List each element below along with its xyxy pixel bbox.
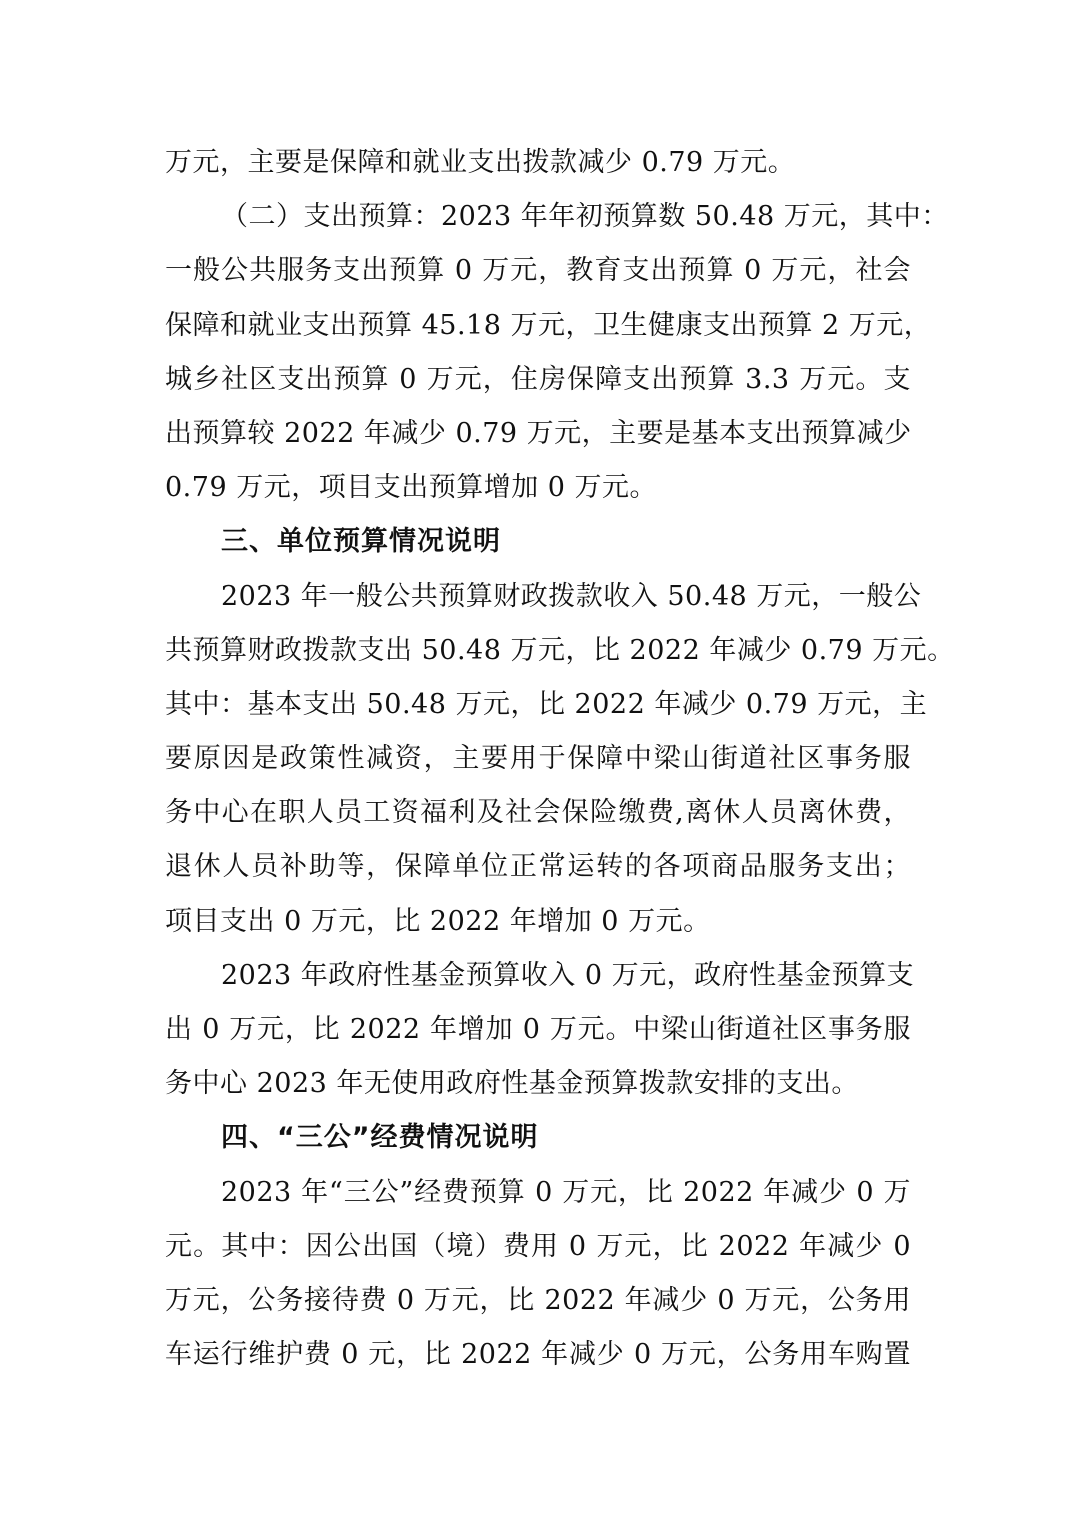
- body-text-line: 保障和就业支出预算 45.18 万元，卫生健康支出预算 2 万元，: [165, 309, 932, 341]
- body-text-line: 退休人员补助等，保障单位正常运转的各项商品服务支出；: [165, 851, 911, 883]
- body-text-line: 要原因是政策性减资，主要用于保障中梁山街道社区事务服: [165, 743, 911, 775]
- body-text-line: 其中：基本支出 50.48 万元，比 2022 年减少 0.79 万元，主: [165, 688, 928, 720]
- body-text-line: 万元，主要是保障和就业支出拨款减少 0.79 万元。: [165, 147, 796, 178]
- body-text-line: 0.79 万元，项目支出预算增加 0 万元。: [165, 472, 658, 504]
- body-text-line: 万元，公务接待费 0 万元，比 2022 年减少 0 万元，公务用: [165, 1284, 911, 1316]
- section-heading: 三、单位预算情况说明: [221, 526, 501, 558]
- body-text-line: 项目支出 0 万元，比 2022 年增加 0 万元。: [165, 905, 711, 937]
- body-text-line: 共预算财政拨款支出 50.48 万元，比 2022 年减少 0.79 万元。: [165, 634, 955, 666]
- body-text-line: 2023 年政府性基金预算收入 0 万元，政府性基金预算支: [221, 959, 915, 991]
- body-text-line: 车运行维护费 0 元，比 2022 年减少 0 万元，公务用车购置: [165, 1339, 911, 1371]
- section-heading: 四、“三公”经费情况说明: [221, 1122, 539, 1154]
- body-text-line: 2023 年“三公”经费预算 0 万元，比 2022 年减少 0 万: [221, 1176, 911, 1208]
- body-text-line: 出 0 万元，比 2022 年增加 0 万元。中梁山街道社区事务服: [165, 1014, 911, 1045]
- body-text-line: 务中心在职人员工资福利及社会保险缴费,离休人员离休费，: [165, 797, 911, 829]
- body-text-line: 城乡社区支出预算 0 万元，住房保障支出预算 3.3 万元。支: [165, 363, 911, 395]
- body-text-line: 元。其中：因公出国（境）费用 0 万元，比 2022 年减少 0: [165, 1230, 911, 1262]
- body-text-line: 2023 年一般公共预算财政拨款收入 50.48 万元，一般公: [221, 580, 922, 612]
- body-text-line: （二）支出预算：2023 年年初预算数 50.48 万元，其中：: [221, 201, 949, 233]
- body-text-line: 务中心 2023 年无使用政府性基金预算拨款安排的支出。: [165, 1068, 859, 1100]
- body-text-line: 一般公共服务支出预算 0 万元，教育支出预算 0 万元，社会: [165, 255, 911, 287]
- body-text-line: 出预算较 2022 年减少 0.79 万元，主要是基本支出预算减少: [165, 417, 912, 449]
- document-page: [165, 136, 955, 1382]
